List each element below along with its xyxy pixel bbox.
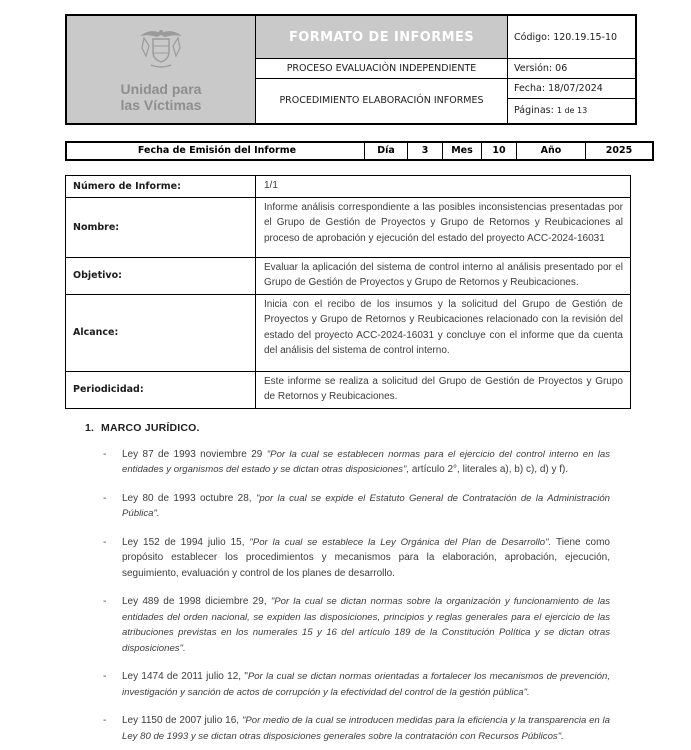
paginas-label: Páginas: — [514, 105, 554, 117]
list-item — [100, 594, 610, 656]
paginas-value: 1 de 13 — [556, 106, 588, 116]
ano-value: 2025 — [586, 142, 654, 160]
process-name: PROCESO EVALUACIÒN INDEPENDIENTE — [256, 59, 508, 79]
report-info-table — [65, 175, 631, 409]
emission-date-bar — [65, 141, 654, 161]
mes-value: 10 — [482, 142, 517, 160]
law-1150-2007-text: Ley 1150 de 2007 julio 16, "Por medio de la cual se introducen medidas para la eficiencia y la transparencia en la Ley 80 de 1993 y se dictan otras disposiciones generales sobre la contratación con Recursos Públicos". — [122, 715, 611, 742]
objetivo-label: Objetivo: — [66, 257, 256, 294]
nombre-value: Informe análisis correspondiente a las posibles inconsistencias presentadas por el Grupo de Gestión de Proyectos y Grupo de Retornos y Reubicaciones al proceso de aprobación y ejecución del estado del proyecto ACC-2024-16031 — [256, 197, 631, 257]
periodicidad-value: Este informe se realiza a solicitud del Grupo de Gestión de Proyectos y Grupo de Retornos y Reubicaciones. — [256, 371, 631, 408]
periodicidad-label: Periodicidad: — [66, 371, 256, 408]
law-152-1994-text: Ley 152 de 1994 julio 15, "Por la cual se establece la Ley Orgánica del Plan de Desarrollo". Tiene como propósito establecer los procedimientos y mecanismos para la elaboración, aprobación, ejecución, seguimiento, evaluación y control de los planes de desarrollo. — [122, 536, 610, 579]
objetivo-value: Evaluar la aplicación del sistema de control interno al análisis presentado por el Grupo de Gestión de Proyectos y Grupo de Retornos y Reubicaciones. — [256, 257, 631, 294]
bullet-dash: - — [103, 448, 107, 460]
codigo-cell — [508, 15, 637, 59]
numero-informe-label: Número de Informe: — [66, 175, 256, 197]
fecha-cell — [508, 79, 637, 99]
law-489-1998-text: Ley 489 de 1998 diciembre 29, "Por la cual se dictan normas sobre la organización y funcionamiento de las entidades del orden nacional, se expiden las disposiciones, principios y reglas generales para el ejercicio de las atribuciones previstas en los numerales 15 y 16 del artículo 189 de la Constitución Política y se dictan otras disposiciones". — [122, 596, 610, 654]
list-item — [100, 491, 610, 522]
paginas-cell — [508, 99, 637, 124]
section-heading — [85, 422, 631, 434]
codigo-value: 120.19.15-10 — [553, 31, 618, 43]
table-row — [66, 175, 631, 197]
section-title: MARCO JURÍDICO. — [101, 421, 200, 434]
bullet-dash: - — [103, 596, 107, 607]
header-table — [65, 14, 637, 125]
page-content — [65, 0, 631, 744]
list-item — [100, 535, 610, 582]
dia-label: Día — [365, 142, 408, 160]
codigo-label: Código: — [514, 31, 551, 43]
fecha-label: Fecha: — [514, 83, 546, 94]
bullet-dash: - — [103, 536, 107, 548]
alcance-value: Inicia con el recibo de los insumos y la solicitud del Grupo de Gestión de Proyectos y Grupo de Retornos y Reubicaciones relacionado con la revisión del estado del proyecto ACC-2024-16031 y concluye con el informe que da cuenta del análisis del sistema de control interno. — [256, 294, 631, 371]
org-name-line2: las Víctimas — [120, 96, 202, 113]
version-cell — [508, 59, 637, 79]
list-item — [100, 447, 610, 478]
version-value: 06 — [555, 63, 568, 74]
table-row — [66, 294, 631, 371]
fecha-value: 18/07/2024 — [548, 83, 603, 94]
table-row — [66, 371, 631, 408]
list-item — [100, 669, 610, 700]
dia-value: 3 — [408, 142, 443, 160]
mes-label: Mes — [443, 142, 482, 160]
emission-label: Fecha de Emisión del Informe — [66, 142, 365, 160]
document-format-title: FORMATO DE INFORMES — [256, 15, 508, 59]
org-name — [121, 81, 202, 113]
alcance-label: Alcance: — [66, 294, 256, 371]
org-name-line1: Unidad para — [120, 80, 202, 97]
marco-juridico-list — [100, 447, 610, 745]
bullet-dash: - — [103, 492, 107, 504]
bullet-dash: - — [103, 715, 107, 726]
unidad-victimas-coat-of-arms-icon — [132, 26, 190, 77]
table-row — [66, 197, 631, 257]
logo-cell — [66, 15, 256, 124]
procedure-name: PROCEDIMIENTO ELABORACIÓN INFORMES — [256, 79, 508, 124]
numero-informe-value: 1/1 — [256, 175, 631, 197]
law-80-1993-text: Ley 80 de 1993 octubre 28, "por la cual se expide el Estatuto General de Contratación de la Administración Pública". — [122, 492, 610, 519]
law-87-1993-text: Ley 87 de 1993 noviembre 29 "Por la cual se establecen normas para el ejercicio del control interno en las entidades y organismos del estado y se dictan otras disposiciones", artículo 2°, literales a), b) c), d) y f). — [122, 448, 610, 475]
nombre-label: Nombre: — [66, 197, 256, 257]
version-label: Versión: — [514, 63, 553, 74]
bullet-dash: - — [103, 671, 107, 682]
marco-juridico-section — [65, 422, 631, 745]
table-row — [66, 257, 631, 294]
list-item — [100, 713, 610, 744]
law-1474-2011-text: Ley 1474 de 2011 julio 12, "Por la cual se dictan normas orientadas a fortalecer los mecanismos de prevención, investigación y sanción de actos de corrupción y la efectividad del control de la gestión pública". — [122, 671, 611, 698]
section-number: 1. — [85, 421, 95, 434]
ano-label: Año — [517, 142, 586, 160]
